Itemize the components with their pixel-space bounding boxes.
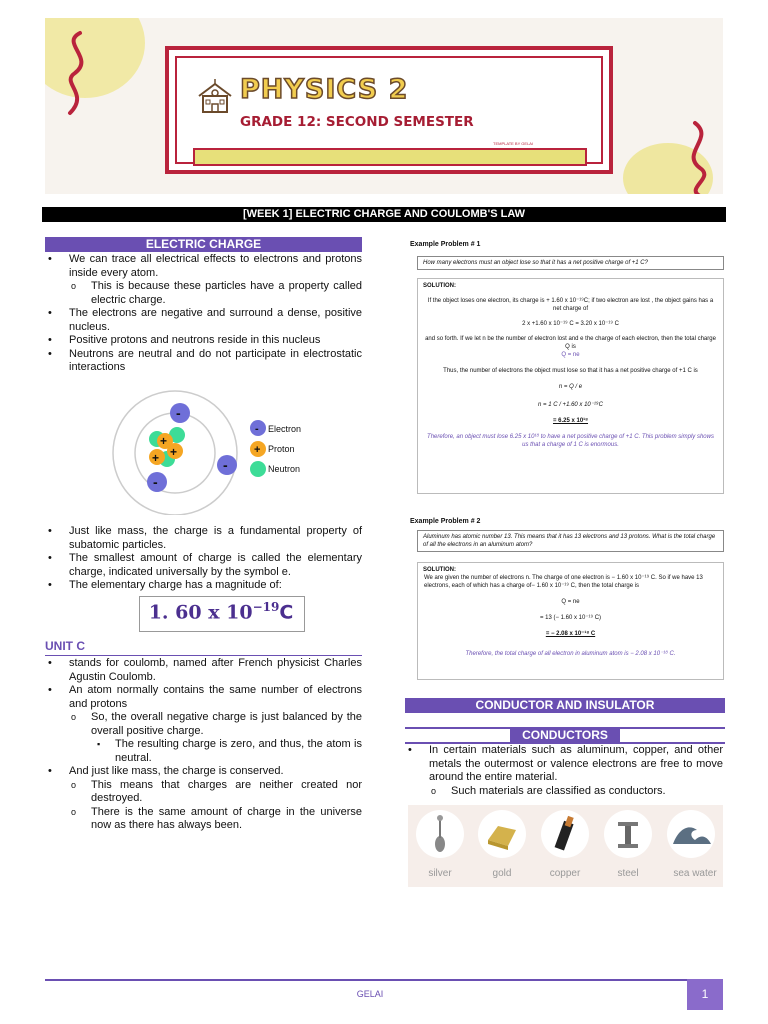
list-item: • The elementary charge has a magnitude of:: [45, 579, 362, 593]
solution-step: = 13 (− 1.60 x 10⁻¹⁹ C): [539, 615, 602, 621]
svg-text:+: +: [160, 434, 168, 448]
unit-c-heading: UNIT C: [45, 639, 85, 653]
solution-step: Therefore, an object must lose 6.25 x 10¹⁸ to have a net positive charge of +1 C. This problem simply shows us that a charge of 1 C is enormous.: [427, 434, 714, 448]
conductor-materials-image: [408, 805, 723, 887]
list-item: o There is the same amount of charge in the universe now as there has always been.: [45, 806, 362, 833]
list-item: • Positive protons and neutrons reside in this nucleus: [45, 334, 362, 348]
solution-step: n = 1 C / +1.60 x 10⁻¹⁹C: [538, 402, 603, 408]
material-label: silver: [428, 868, 452, 879]
example-2-question: Aluminum has atomic number 13. This means that it has 13 electrons and 13 protons. What is the total charge of all the electrons in an aluminum atom?: [417, 530, 724, 552]
svg-text:-: -: [255, 423, 259, 435]
copper-wire-icon: [541, 810, 589, 858]
svg-text:-: -: [223, 457, 228, 473]
list-item: • The electrons are negative and surround a dense, positive nucleus.: [45, 307, 362, 334]
legend-electron: Electron: [268, 424, 302, 434]
list-item: • In certain materials such as aluminum, copper, and other metals the outermost or valence electrons are free to move around the entire material.: [405, 744, 723, 785]
electric-charge-heading: ELECTRIC CHARGE: [45, 237, 362, 252]
material-label: gold: [492, 868, 512, 879]
steel-beam-icon: [604, 810, 652, 858]
title-banner: [45, 18, 723, 194]
solution-label: SOLUTION:: [423, 283, 456, 289]
sea-water-wave-icon: [667, 810, 715, 858]
solution-step: We are given the number of electrons n. The charge of one electron is − 1.60 x 10⁻¹⁹ C. So if we have 13 electrons, each of which has a charge of− 1.60 x 10⁻¹⁹ C, then the total charge is: [424, 575, 703, 589]
squiggle-decoration: [675, 118, 720, 194]
conductors-list: [405, 744, 723, 798]
example-1-question: How many electrons must an object lose so that it has a net positive charge of +1 C?: [417, 256, 724, 270]
template-credit: TEMPLATE BY GELAI: [493, 141, 534, 146]
divider: [45, 655, 362, 656]
solution-step: n = Q / e: [558, 384, 583, 390]
material-label: sea water: [673, 868, 717, 879]
list-item: • Just like mass, the charge is a fundamental property of subatomic particles.: [45, 525, 362, 552]
svg-text:+: +: [152, 451, 160, 465]
solution-step: Q = ne: [561, 599, 580, 605]
solution-step: If the object loses one electron, its charge is + 1.60 x 10⁻¹⁹C; if two electron are lost , the object gains has a net charge of: [427, 298, 714, 312]
legend-neutron: Neutron: [268, 464, 301, 474]
solution-label: SOLUTION:: [423, 567, 456, 573]
page-number: 1: [687, 979, 723, 1010]
banner-ribbon: [193, 148, 587, 166]
charge-properties-list: [45, 525, 362, 593]
list-item: o This means that charges are neither created nor destroyed.: [45, 779, 362, 806]
atom-diagram: [105, 385, 255, 515]
banner-title: PHYSICS 2: [240, 74, 409, 105]
list-item: • We can trace all electrical effects to electrons and protons inside every atom.: [45, 253, 362, 280]
list-item: • stands for coulomb, named after French physicist Charles Agustin Coulomb.: [45, 657, 362, 684]
atom-legend-icons: [248, 418, 268, 480]
squiggle-decoration: [55, 28, 105, 118]
silver-spoon-icon: [416, 810, 464, 858]
svg-text:+: +: [254, 444, 261, 456]
solution-step: = − 2.08 x 10⁻¹⁸ C: [545, 631, 596, 637]
svg-text:-: -: [176, 405, 181, 421]
material-label: steel: [617, 868, 639, 879]
solution-step: and so forth. If we let n be the number of electron lost and e the charge of each electron, then the total charge Q is: [425, 336, 716, 350]
material-label: copper: [549, 868, 581, 879]
svg-text:-: -: [153, 474, 158, 490]
list-item: o So, the overall negative charge is just balanced by the overall positive charge.: [45, 711, 362, 738]
svg-text:+: +: [170, 445, 178, 459]
solution-step: Q = ne: [561, 352, 580, 358]
legend-proton: Proton: [268, 444, 295, 454]
footer-author: GELAI: [356, 989, 384, 999]
week-heading: [WEEK 1] ELECTRIC CHARGE AND COULOMB'S LAW: [42, 207, 726, 222]
school-icon: [197, 78, 233, 114]
conductor-insulator-heading: CONDUCTOR AND INSULATOR: [405, 698, 725, 713]
list-item: • And just like mass, the charge is conserved.: [45, 765, 362, 779]
solution-step: = 6.25 x 10¹⁸: [552, 418, 589, 424]
gold-bar-icon: [478, 810, 526, 858]
list-item: • Neutrons are neutral and do not participate in electrostatic interactions: [45, 348, 362, 375]
example-1-solution: [417, 278, 724, 494]
list-item: • An atom normally contains the same number of electrons and protons: [45, 684, 362, 711]
banner-subtitle: GRADE 12: SECOND SEMESTER: [240, 114, 474, 130]
list-item: ▪ The resulting charge is zero, and thus, the atom is neutral.: [45, 738, 362, 765]
example-1-label: Example Problem # 1: [410, 241, 481, 248]
example-2-label: Example Problem # 2: [410, 518, 481, 525]
list-item: o This is because these particles have a property called electric charge.: [45, 280, 362, 307]
elementary-charge-formula: 1. 60 x $10^{-19}C$: [148, 600, 294, 624]
conductors-heading: CONDUCTORS: [405, 727, 725, 744]
electric-charge-list: [45, 253, 362, 375]
example-2-solution: [417, 562, 724, 680]
footer-divider: [45, 979, 723, 981]
solution-step: 2 x +1.60 x 10⁻¹⁹ C = 3.20 x 10⁻¹⁹ C: [522, 321, 619, 327]
list-item: o Such materials are classified as conductors.: [405, 785, 723, 799]
solution-step: Therefore, the total charge of all electron in aluminum atom is − 2.08 x 10⁻¹⁸ C.: [465, 651, 676, 657]
unit-c-list: [45, 657, 362, 833]
solution-step: Thus, the number of electrons the object must lose so that it has a net positive charge of +1 C is: [443, 368, 698, 374]
list-item: • The smallest amount of charge is called the elementary charge, indicated universally by the symbol e.: [45, 552, 362, 579]
